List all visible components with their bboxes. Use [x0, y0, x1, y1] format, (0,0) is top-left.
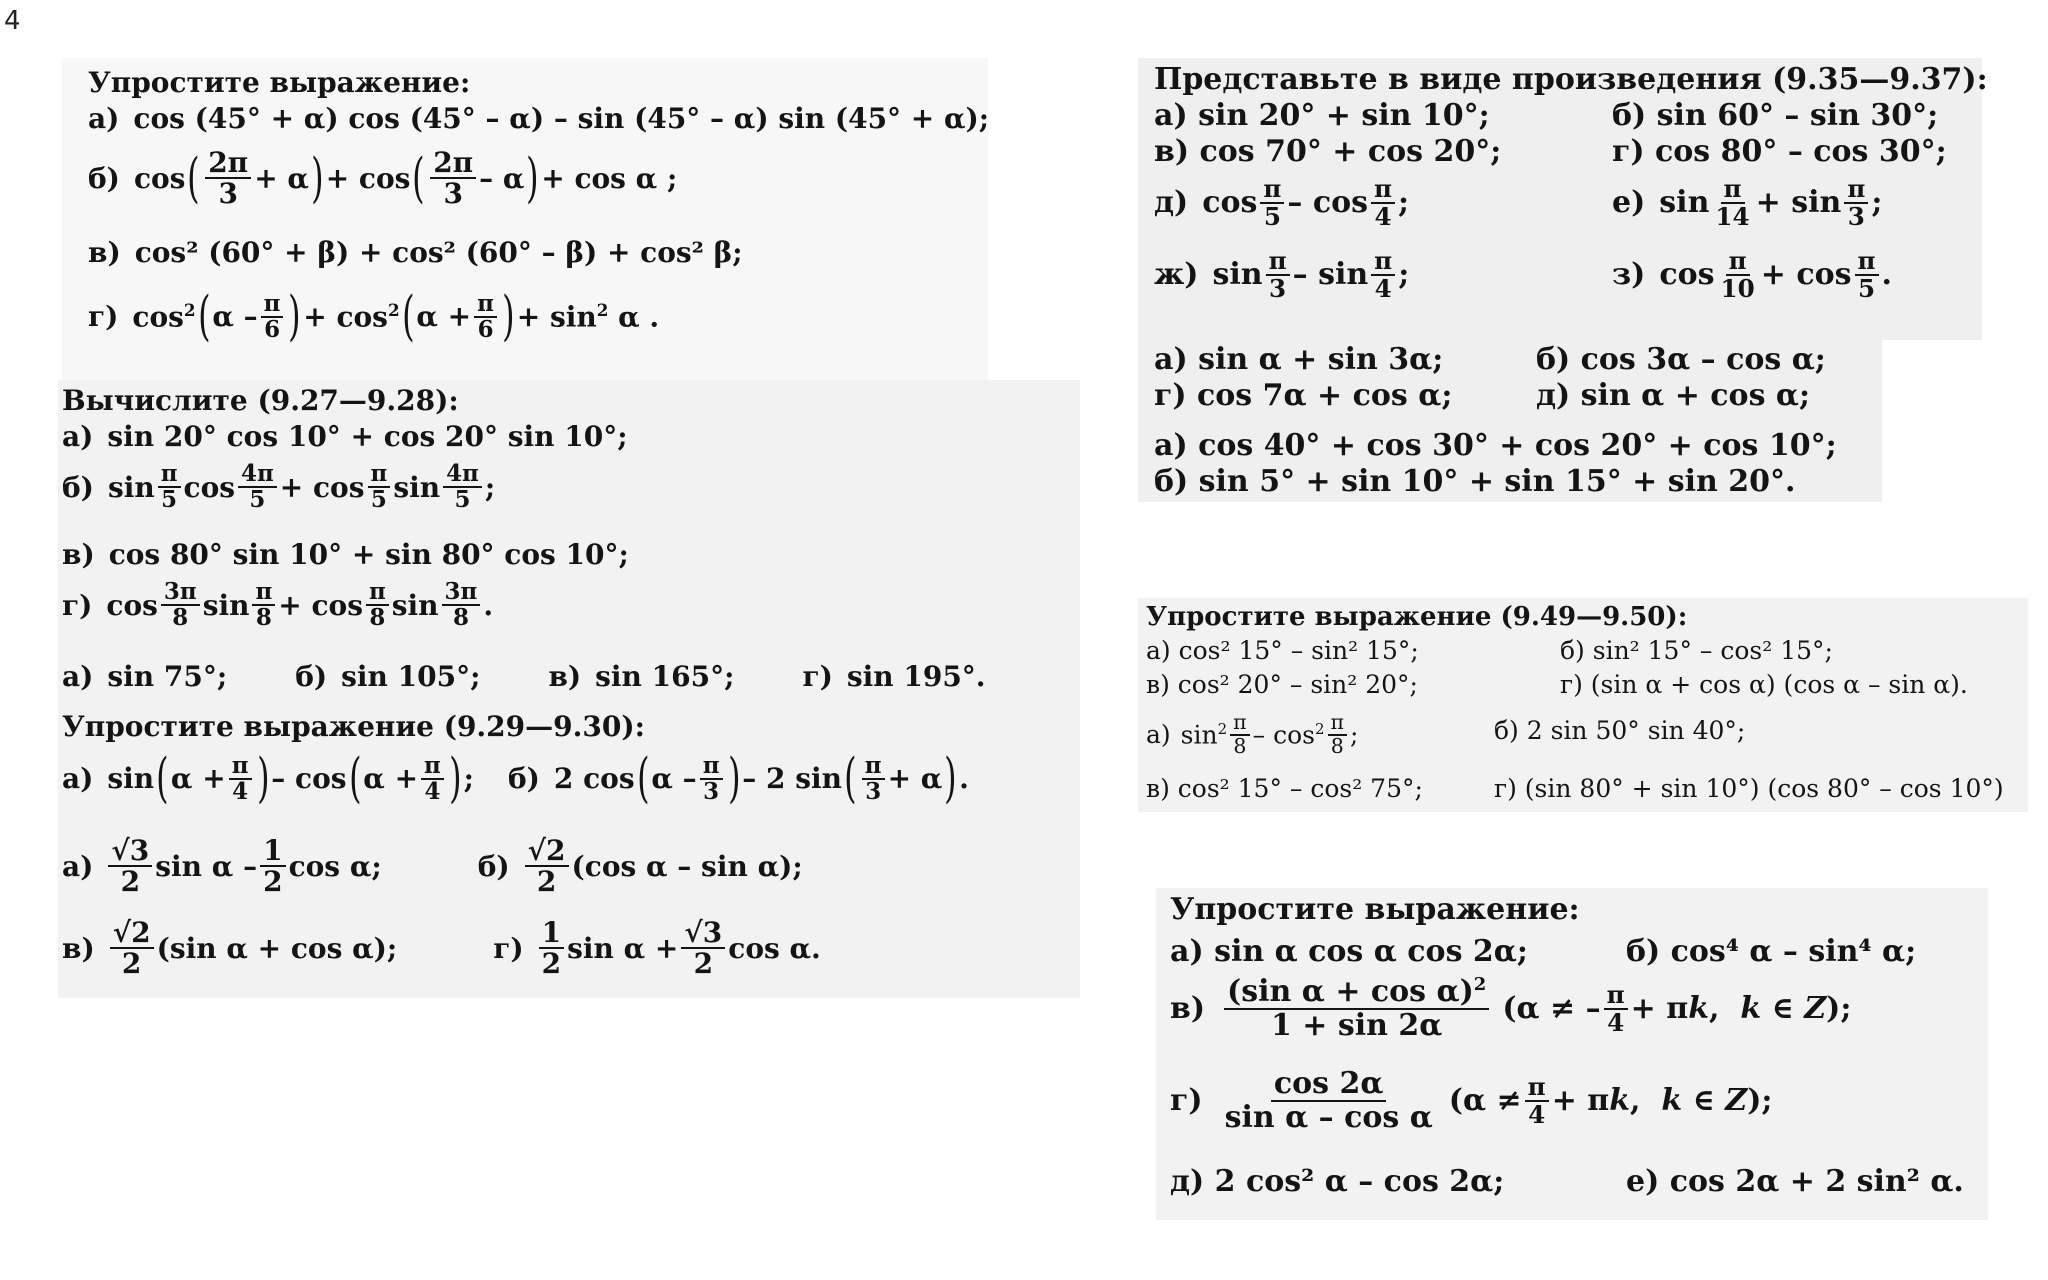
block3-r2b: б) cos 3α – cos α; [1536, 342, 1826, 377]
block3-item-e: е) sin $\frac{\pi}{14}$ + sin $\frac{\pi}{3}$ ; [1612, 174, 1883, 231]
block2-item-g: г) cos $\frac{3\pi}{8}$ sin $\frac{\pi}{8}$ + cos $\frac{\pi}{8}$ sin $\frac{3\pi}{8}$ . [62, 578, 494, 632]
block3-item-z: з) cos $\frac{\pi}{10}$ + cos $\frac{\pi}{5}$ . [1612, 246, 1892, 303]
block1-item-v [88, 236, 743, 269]
block3-item-zh: ж) sin $\frac{\pi}{3}$ – sin $\frac{\pi}{4}$ ; [1154, 246, 1410, 303]
label-zh: ж) [1154, 257, 1199, 293]
block5-title: Упростите выражение: [1170, 892, 1580, 927]
block1-title: Упростите выражение: [88, 66, 471, 99]
row2-expr-v: sin 165°; [595, 660, 735, 693]
block2-item-v [62, 538, 629, 571]
block3-item-d: д) cos $\frac{\pi}{5}$ – cos $\frac{\pi}{4}$ ; [1154, 174, 1410, 231]
label-v: в) [62, 538, 95, 571]
block2-simplify-row3: в) $\frac{√2}{2}$ (sin α + cos α); г) $\frac{1}{2}$ sin α + $\frac{√3}{2}$ cos α. [62, 916, 821, 981]
block4-item-v2: в) cos² 15° – cos² 75°; [1146, 774, 1423, 803]
expr-a: cos (45° + α) cos (45° – α) – sin (45° – α) sin (45° + α); [133, 102, 990, 135]
label-e: е) [1612, 185, 1646, 221]
block1-item-g: г) $\cos^2$ ( α – $\frac{\pi}{6}$ ) + $\cos^2$ ( α + $\frac{\pi}{6}$ ) + $\sin^2 \alpha$ . [88, 285, 660, 347]
label-b: б) [62, 470, 94, 504]
block3-item-v: в) cos 70° + cos 20°; [1154, 134, 1502, 169]
block4-item-v: в) cos² 20° – sin² 20°; [1146, 670, 1418, 699]
block3-item-b: б) sin 60° – sin 30°; [1612, 98, 1939, 133]
block2-item-a [62, 420, 628, 453]
label-v: в) [1170, 991, 1206, 1026]
block4-title: Упростите выражение (9.49—9.50): [1146, 602, 1688, 632]
block2-row2 [62, 660, 986, 693]
label-g: г) [1170, 1083, 1203, 1118]
block3-item-a: а) sin 20° + sin 10°; [1154, 98, 1490, 133]
block4-item-b2: б) 2 sin 50° sin 40°; [1494, 716, 1746, 745]
block3-r2a: а) sin α + sin 3α; [1154, 342, 1444, 377]
block5-item-a: а) sin α cos α cos 2α; [1170, 934, 1528, 969]
label-v: в) [88, 236, 121, 269]
block4-item-g2: г) (sin 80° + sin 10°) (cos 80° – cos 10°) [1494, 774, 2004, 803]
block3-r2d: д) sin α + cos α; [1536, 378, 1811, 413]
block3-r2g: г) cos 7α + cos α; [1154, 378, 1453, 413]
block3-r3a: а) cos 40° + cos 30° + cos 20° + cos 10°; [1154, 428, 1837, 463]
row2-label-v: в) [548, 660, 582, 693]
block5-item-e: е) cos 2α + 2 sin² α. [1626, 1164, 1964, 1199]
label-g: г) [88, 300, 119, 334]
row2-expr-g: sin 195°. [846, 660, 986, 693]
block4-item-b: б) sin² 15° – cos² 15°; [1560, 636, 1833, 665]
label-g: г) [62, 588, 93, 622]
label-a: а) [62, 420, 94, 453]
block2-title: Вычислите (9.27—9.28): [62, 384, 459, 417]
block1-item-a [88, 102, 989, 135]
block4-item-g: г) (sin α + cos α) (cos α – sin α). [1560, 670, 1968, 699]
page-number: 4 [4, 6, 21, 36]
label-b: б) [88, 161, 120, 195]
block2-title2: Упростите выражение (9.29—9.30): [62, 710, 645, 743]
block5-item-b: б) cos⁴ α – sin⁴ α; [1626, 934, 1917, 969]
block1-item-b: б) cos ( $\frac{2\pi}{3}$ + α ) + cos ( $\frac{2\pi}{3}$ – α ) + cos α ; [88, 146, 678, 211]
label-a2: а) [1146, 720, 1171, 750]
expr-v: cos² (60° + β) + cos² (60° – β) + cos² β; [134, 236, 743, 269]
block3-item-g: г) cos 80° – cos 30°; [1612, 134, 1947, 169]
block5-item-v: в) $\frac{(\sin \alpha + \cos \alpha)^2}{1 + \sin 2\alpha}$ (α ≠ – $\frac{\pi}{4}$ + πk, k ∈ Z); [1170, 974, 1852, 1043]
block5-item-g: г) $\frac{\cos 2\alpha}{\text{sin α – cos α}}$ (α ≠ $\frac{\pi}{4}$ + πk, k ∈ Z); [1170, 1066, 1773, 1135]
block3-title: Представьте в виде произведения (9.35—9.37): [1154, 62, 1988, 97]
label-d: д) [1154, 185, 1189, 221]
block2-simplify-row1: а) sin ( α + $\frac{\pi}{4}$ ) – cos ( α + $\frac{\pi}{4}$ ) ; б) 2 cos ( α – $\frac{\pi}{3}$ ) – 2 sin ( $\frac{\pi}{3}$ + α ) . [62, 747, 969, 809]
block5-item-d: д) 2 cos² α – cos 2α; [1170, 1164, 1505, 1199]
expr-a: sin 20° cos 10° + cos 20° sin 10°; [107, 420, 628, 453]
block2-item-b: б) sin $\frac{\pi}{5}$ cos $\frac{4\pi}{5}$ + cos $\frac{\pi}{5}$ sin $\frac{4\pi}{5}$ ; [62, 460, 496, 514]
row2-label-g: г) [802, 660, 833, 693]
label-z: з) [1612, 257, 1646, 293]
row2-expr-a: sin 75°; [107, 660, 228, 693]
label-a: а) [88, 102, 120, 135]
expr-v: cos 80° sin 10° + sin 80° cos 10°; [108, 538, 629, 571]
block4-item-a: а) cos² 15° – sin² 15°; [1146, 636, 1419, 665]
row2-label-a: а) [62, 660, 94, 693]
block2-simplify-row2: а) $\frac{√3}{2}$ sin α – $\frac{1}{2}$ cos α; б) $\frac{√2}{2}$ (cos α – sin α); [62, 834, 803, 899]
block4-item-a2: а) $\sin^2$ $\frac{\pi}{8}$ – $\cos^2$ $\frac{\pi}{8}$ ; [1146, 710, 1359, 758]
row2-expr-b: sin 105°; [341, 660, 481, 693]
block3-r3b: б) sin 5° + sin 10° + sin 15° + sin 20°. [1154, 464, 1796, 499]
row2-label-b: б) [295, 660, 328, 693]
